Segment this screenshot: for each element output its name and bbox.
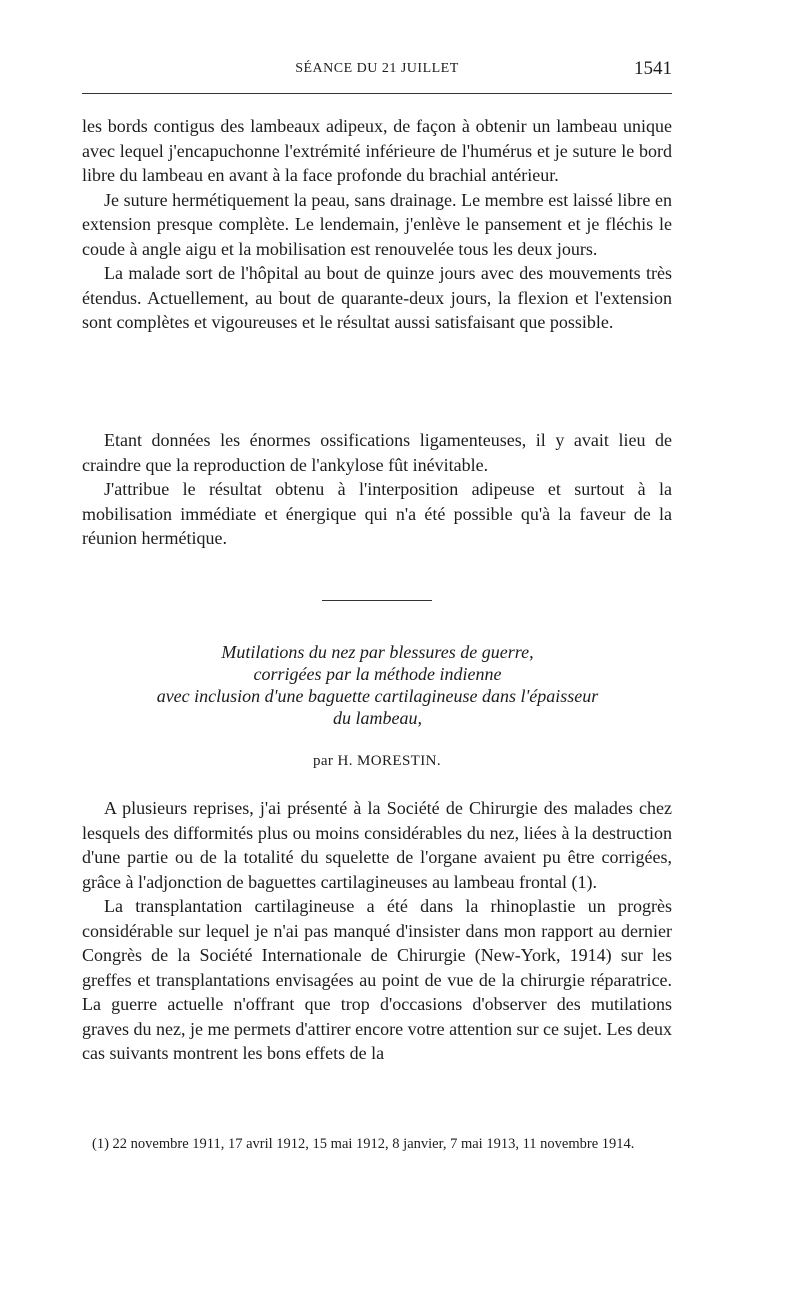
footnote bbox=[82, 1134, 672, 1155]
footnote-text: (1) 22 novembre 1911, 17 avril 1912, 15 mai 1912, 8 janvier, 7 mai 1913, 11 novembre 1914. bbox=[92, 1136, 635, 1152]
paragraph: J'attribue le résultat obtenu à l'interposition adipeuse et surtout à la mobilisation immédiate et énergique qui n'a été possible qu'à la faveur de la réunion hermétique. bbox=[82, 479, 672, 548]
running-title: SÉANCE DU 21 JUILLET bbox=[295, 61, 459, 76]
paragraph: A plusieurs reprises, j'ai présenté à la Société de Chirurgie des malades chez lesquels des difformités plus ou moins considérables du nez, liées à la destruction d'une partie ou de la totalité du squelette de l'organe avaient pu être corrigées, grâce à l'adjonction de baguettes cartilagineuses au lambeau frontal (1). bbox=[82, 798, 672, 892]
header-rule bbox=[82, 93, 672, 94]
page-number: 1541 bbox=[634, 58, 672, 79]
page-header bbox=[82, 58, 672, 80]
paragraph: La transplantation cartilagineuse a été dans la rhinoplastie un progrès considérable sur lequel je n'ai pas manqué d'insister dans mon rapport au dernier Congrès de la Société Internationale de Chirurgie (New-York, 1914) sur les greffes et transplantations envisagées au point de vue de la chirurgie réparatrice. La guerre actuelle n'offrant que trop d'occasions d'observer des mutilations graves du nez, je me permets d'attirer encore votre attention sur ce sujet. Les deux cas suivants montrent les bons effets de la bbox=[82, 896, 673, 1063]
conclusion-text-block bbox=[82, 428, 672, 551]
paragraph: les bords contigus des lambeaux adipeux, de façon à obtenir un lambeau unique avec lequel j'encapuchonne l'extrémité inférieure de l'humérus et je suture le bord libre du lambeau en avant à la face profonde du brachial antérieur. bbox=[82, 116, 672, 185]
paragraph: Je suture hermétiquement la peau, sans drainage. Le membre est laissé libre en extension presque complète. Le lendemain, j'enlève le pansement et je fléchis le coude à angle aigu et la mobilisation est renouvelée tous les deux jours. bbox=[82, 189, 672, 259]
article-body bbox=[82, 796, 672, 1066]
title-line: du lambeau, bbox=[333, 708, 422, 728]
article-author: par H. MORESTIN. bbox=[312, 753, 442, 769]
paragraph: La malade sort de l'hôpital au bout de quinze jours avec des mouvements très étendus. Actuellement, au bout de quarante-deux jours, la flexion et l'extension sont complètes et vigoureuses et le résultat aussi satisfaisant que possible. bbox=[82, 263, 672, 332]
continued-text-block bbox=[82, 114, 672, 335]
section-separator bbox=[322, 600, 432, 601]
title-line: avec inclusion d'une baguette cartilagineuse dans l'épaisseur bbox=[156, 686, 599, 706]
article-title bbox=[100, 641, 655, 729]
paragraph: Etant données les énormes ossifications ligamenteuses, il y avait lieu de craindre que la reproduction de l'ankylose fût inévitable. bbox=[82, 430, 672, 475]
title-line: Mutilations du nez par blessures de guerre, bbox=[221, 642, 534, 662]
title-line: corrigées par la méthode indienne bbox=[253, 664, 502, 684]
